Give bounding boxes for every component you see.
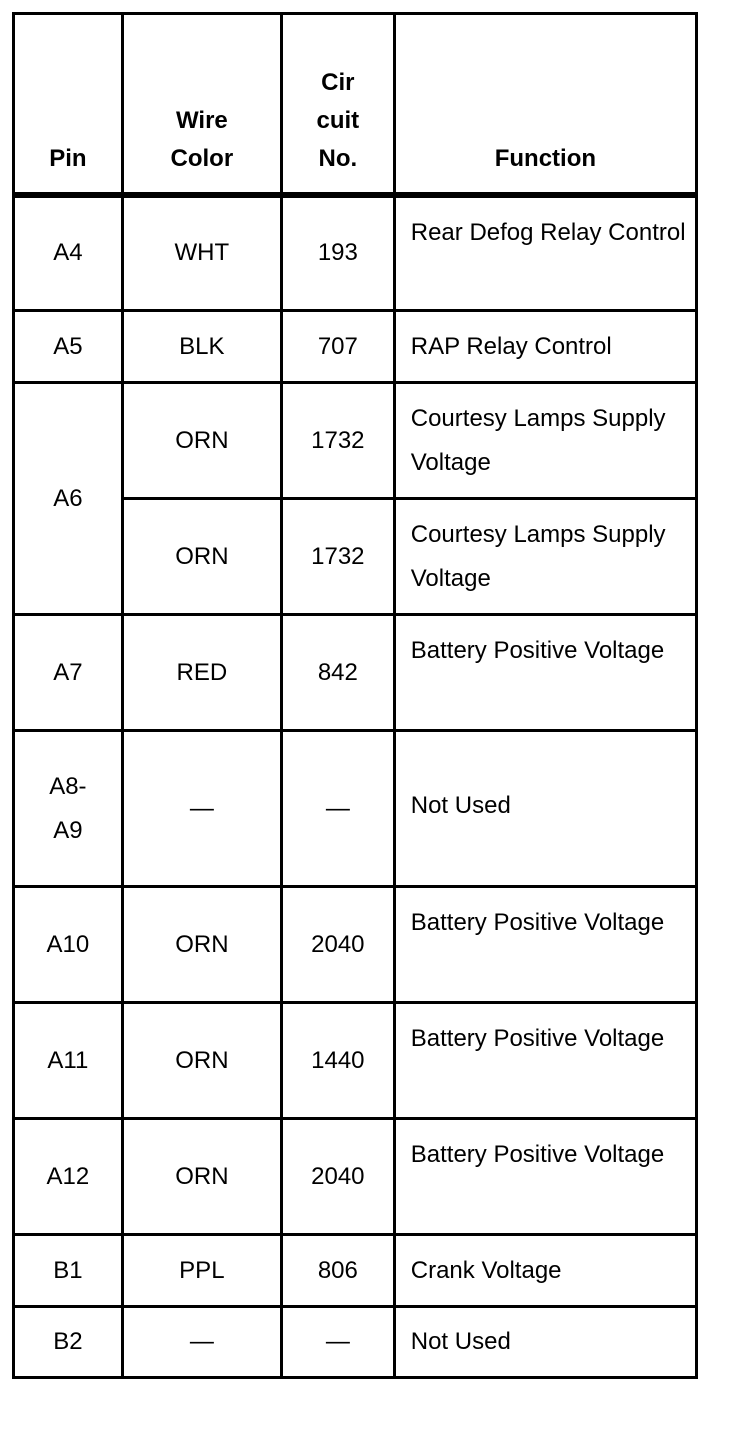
function-cell: Not Used [394, 1307, 696, 1378]
function-cell: Battery Positive Voltage [394, 1119, 696, 1235]
header-circuit-no: Cir cuit No. [281, 14, 394, 195]
circuit-cell: 2040 [281, 1119, 394, 1235]
wire-color-cell: ORN [122, 499, 281, 615]
table-row [14, 1307, 697, 1378]
wire-color-cell: — [122, 1307, 281, 1378]
circuit-cell: 1732 [281, 499, 394, 615]
function-cell: Courtesy Lamps Supply Voltage [394, 499, 696, 615]
function-cell: RAP Relay Control [394, 311, 696, 383]
pin-cell: A4 [14, 195, 123, 311]
function-cell: Rear Defog Relay Control [394, 195, 696, 311]
header-row [14, 14, 697, 195]
circuit-cell: 1732 [281, 383, 394, 499]
circuit-cell: 707 [281, 311, 394, 383]
wire-color-cell: — [122, 731, 281, 887]
function-cell: Battery Positive Voltage [394, 1003, 696, 1119]
header-wire-color: Wire Color [122, 14, 281, 195]
function-cell: Battery Positive Voltage [394, 615, 696, 731]
circuit-cell: 1440 [281, 1003, 394, 1119]
wire-color-cell: PPL [122, 1235, 281, 1307]
table-row [14, 887, 697, 1003]
table-row [14, 195, 697, 311]
wire-color-cell: RED [122, 615, 281, 731]
pin-cell: A12 [14, 1119, 123, 1235]
function-cell: Crank Voltage [394, 1235, 696, 1307]
pin-cell: B2 [14, 1307, 123, 1378]
table-row [14, 731, 697, 887]
table-row [14, 615, 697, 731]
table-row [14, 1235, 697, 1307]
pin-cell: B1 [14, 1235, 123, 1307]
header-function: Function [394, 14, 696, 195]
table-row [14, 383, 697, 499]
circuit-cell: 2040 [281, 887, 394, 1003]
wire-color-cell: BLK [122, 311, 281, 383]
wire-color-cell: ORN [122, 1119, 281, 1235]
wire-color-cell: ORN [122, 887, 281, 1003]
function-cell: Battery Positive Voltage [394, 887, 696, 1003]
circuit-cell: 193 [281, 195, 394, 311]
function-cell: Courtesy Lamps Supply Voltage [394, 383, 696, 499]
pin-cell: A10 [14, 887, 123, 1003]
pin-cell: A11 [14, 1003, 123, 1119]
wire-color-cell: ORN [122, 1003, 281, 1119]
circuit-cell: — [281, 1307, 394, 1378]
pin-cell: A8-A9 [14, 731, 123, 887]
pin-cell: A5 [14, 311, 123, 383]
wire-color-cell: ORN [122, 383, 281, 499]
function-cell: Not Used [394, 731, 696, 887]
header-pin: Pin [14, 14, 123, 195]
circuit-cell: 806 [281, 1235, 394, 1307]
table-row [14, 311, 697, 383]
wire-color-cell: WHT [122, 195, 281, 311]
pin-cell: A6 [14, 383, 123, 615]
circuit-cell: 842 [281, 615, 394, 731]
connector-pinout-table [12, 12, 698, 1379]
pin-cell: A7 [14, 615, 123, 731]
table-row [14, 1003, 697, 1119]
circuit-cell: — [281, 731, 394, 887]
table-row [14, 1119, 697, 1235]
